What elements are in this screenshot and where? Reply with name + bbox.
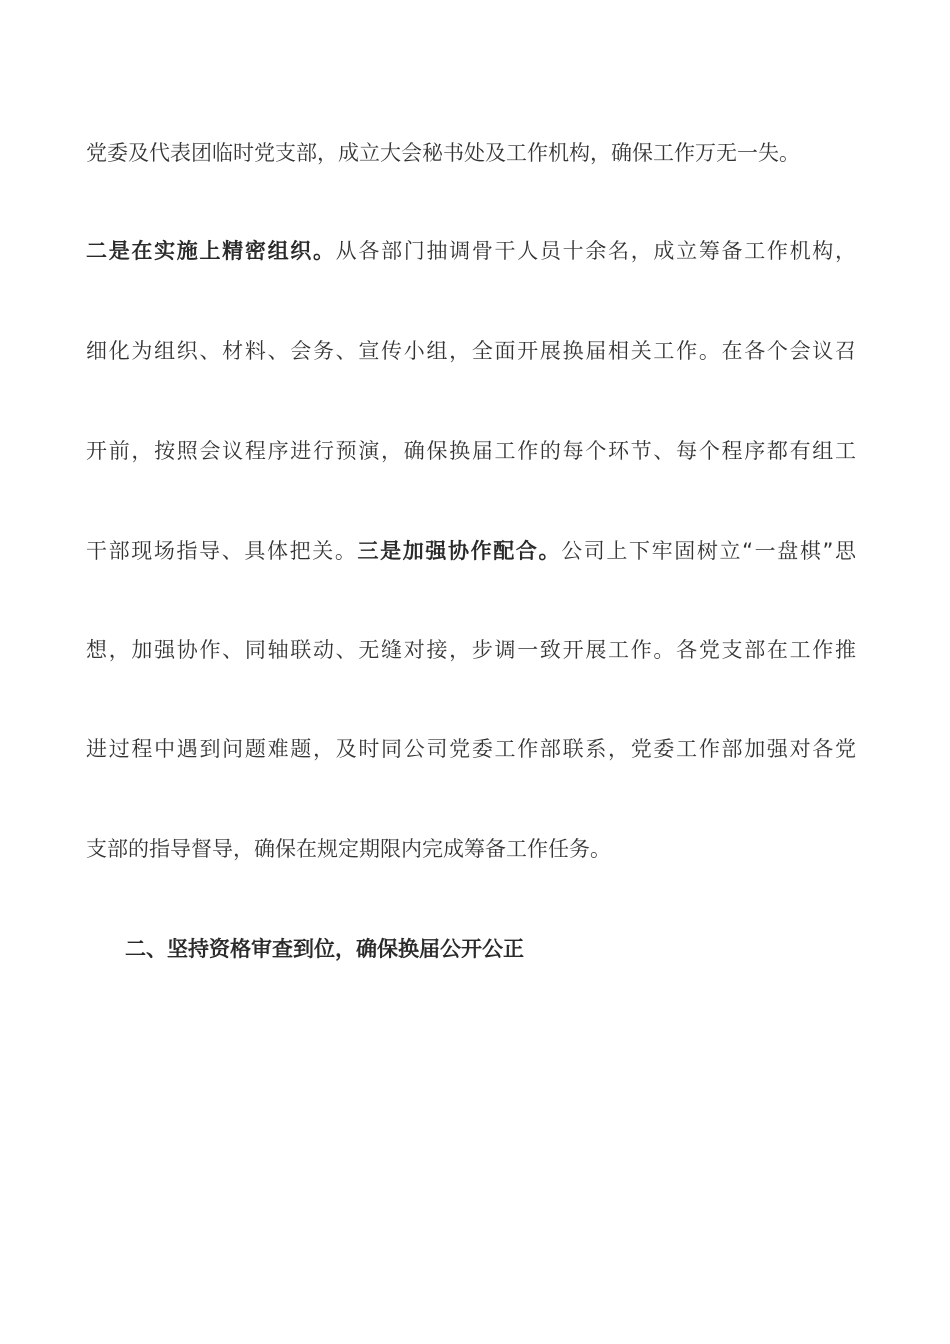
line-text: 开前，按照会议程序进行预演，确保换届工作的每个环节、每个程序都有组工 [86, 439, 856, 463]
paragraph-line-7 [86, 735, 856, 763]
line-text-continued: 公司上下牢固树立“一盘棋”思 [561, 539, 857, 563]
paragraph-line-2 [86, 237, 856, 265]
paragraph-line-8 [86, 835, 856, 863]
line-text: 从各部门抽调骨干人员十余名，成立筹备工作机构， [335, 239, 857, 263]
line-text: 干部现场指导、具体把关。 [86, 539, 358, 563]
paragraph-line-1 [86, 139, 856, 167]
line-text: 党委及代表团临时党支部，成立大会秘书处及工作机构，确保工作万无一失。 [86, 141, 800, 165]
bold-lead-phrase: 三是加强协作配合。 [357, 539, 562, 563]
section-heading: 二、坚持资格审查到位，确保换届公开公正 [125, 937, 524, 961]
line-text: 想，加强协作、同轴联动、无缝对接，步调一致开展工作。各党支部在工作推 [86, 638, 856, 662]
paragraph-line-4 [86, 437, 856, 465]
line-text: 支部的指导督导，确保在规定期限内完成筹备工作任务。 [86, 837, 611, 861]
paragraph-line-3 [86, 337, 856, 365]
line-text: 细化为组织、材料、会务、宣传小组，全面开展换届相关工作。在各个会议召 [86, 339, 856, 363]
paragraph-line-6 [86, 636, 856, 664]
paragraph-line-5 [86, 537, 856, 565]
bold-lead-phrase: 二是在实施上精密组织。 [86, 239, 336, 263]
line-text: 进过程中遇到问题难题，及时同公司党委工作部联系，党委工作部加强对各党 [86, 737, 856, 761]
